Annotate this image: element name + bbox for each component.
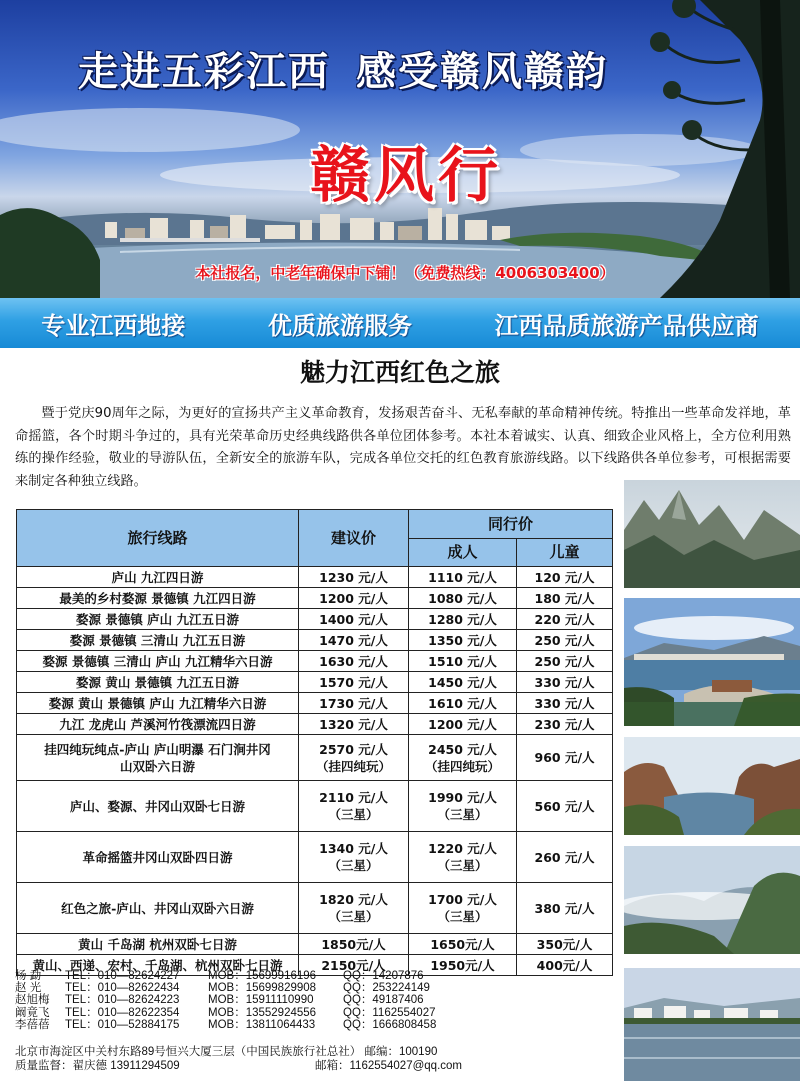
route-cell: 九江 龙虎山 芦溪河竹筏漂流四日游 bbox=[17, 714, 299, 735]
mountain-peaks-photo bbox=[624, 480, 800, 588]
contact-row bbox=[15, 994, 615, 1006]
price-note: （三星） bbox=[328, 858, 379, 873]
price-cell: 1630 元/人 bbox=[299, 651, 409, 672]
adult-cell bbox=[409, 735, 517, 781]
contact-tel: TEL：010—82622354 bbox=[65, 1006, 180, 1019]
contact-tel: TEL：010—82624223 bbox=[65, 994, 180, 1007]
brand-title: 赣风行 bbox=[310, 141, 502, 211]
table-row bbox=[17, 567, 613, 588]
address-line: 北京市海淀区中关村东路89号恒兴大厦三层（中国民族旅行社总社） 邮编：100190 bbox=[15, 1046, 438, 1058]
contact-mob: MOB：15699829908 bbox=[208, 982, 317, 995]
price-cell: 1200 元/人 bbox=[299, 588, 409, 609]
price-cell bbox=[299, 735, 409, 781]
contact-row bbox=[15, 970, 615, 982]
price-cell bbox=[299, 883, 409, 934]
route-cell: 黄山、西递、宏村、千岛湖、杭州双卧七日游 bbox=[17, 955, 299, 976]
route-cell: 黄山 千岛湖 杭州双卧七日游 bbox=[17, 934, 299, 955]
adult-cell: 1200 元/人 bbox=[409, 714, 517, 735]
route-cell: 红色之旅-庐山、井冈山双卧六日游 bbox=[17, 883, 299, 934]
price-value: 1340 元/人 bbox=[319, 841, 388, 856]
price-value: 2110 元/人 bbox=[319, 790, 388, 805]
adult-cell bbox=[409, 781, 517, 832]
river-cliffs-photo bbox=[624, 737, 800, 835]
adult-note: （三星） bbox=[437, 909, 488, 924]
table-row bbox=[17, 630, 613, 651]
table-row bbox=[17, 781, 613, 832]
header-adult: 成人 bbox=[409, 539, 517, 567]
article-title: 魅力江西红色之旅 bbox=[299, 358, 500, 387]
contact-qq: QQ：1162554027 bbox=[343, 1006, 436, 1019]
table-row bbox=[17, 609, 613, 630]
adult-value: 2450 元/人 bbox=[428, 741, 497, 757]
price-cell: 2150元/人 bbox=[299, 955, 409, 976]
service-item-supplier: 江西品质旅游产品供应商 bbox=[494, 310, 759, 340]
price-cell: 1570 元/人 bbox=[299, 672, 409, 693]
contact-mob: MOB：13552924556 bbox=[208, 1006, 317, 1019]
table-row bbox=[17, 714, 613, 735]
child-cell: 380 元/人 bbox=[517, 883, 613, 934]
misty-valley-photo bbox=[624, 846, 800, 954]
adult-cell: 1080 元/人 bbox=[409, 588, 517, 609]
contact-qq: QQ：14207876 bbox=[343, 970, 424, 982]
header-child: 儿童 bbox=[517, 539, 613, 567]
table-row bbox=[17, 693, 613, 714]
contact-mob: MOB：13811064433 bbox=[208, 1018, 316, 1031]
adult-value: 1700 元/人 bbox=[428, 892, 497, 907]
adult-note: （三星） bbox=[437, 858, 488, 873]
price-cell: 1470 元/人 bbox=[299, 630, 409, 651]
child-cell: 120 元/人 bbox=[517, 567, 613, 588]
child-cell: 220 元/人 bbox=[517, 609, 613, 630]
contact-tel: TEL：010—52884175 bbox=[65, 1018, 180, 1031]
table-row bbox=[17, 883, 613, 934]
adult-cell: 1510 元/人 bbox=[409, 651, 517, 672]
route-line-2: 山双卧六日游 bbox=[119, 758, 195, 774]
slogan-right: 感受赣风赣韵 bbox=[356, 48, 608, 95]
adult-cell: 1610 元/人 bbox=[409, 693, 517, 714]
service-bar bbox=[0, 298, 800, 348]
adult-note: （三星） bbox=[437, 807, 488, 822]
table-row bbox=[17, 832, 613, 883]
adult-cell: 1450 元/人 bbox=[409, 672, 517, 693]
child-cell: 560 元/人 bbox=[517, 781, 613, 832]
lake-town-photo bbox=[624, 598, 800, 726]
child-cell: 180 元/人 bbox=[517, 588, 613, 609]
price-cell bbox=[299, 832, 409, 883]
price-value: 2570 元/人 bbox=[319, 741, 388, 757]
contact-row bbox=[15, 1007, 615, 1019]
contact-name: 赵 光 bbox=[15, 982, 42, 995]
price-cell: 1730 元/人 bbox=[299, 693, 409, 714]
price-cell: 1850元/人 bbox=[299, 934, 409, 955]
route-cell: 婺源 景德镇 庐山 九江五日游 bbox=[17, 609, 299, 630]
contact-row bbox=[15, 982, 615, 994]
contact-qq: QQ：1666808458 bbox=[343, 1018, 437, 1031]
route-cell: 婺源 景德镇 三清山 庐山 九江精华六日游 bbox=[17, 651, 299, 672]
contact-mob: MOB：15911110990 bbox=[208, 994, 314, 1007]
price-cell: 1320 元/人 bbox=[299, 714, 409, 735]
header-route: 旅行线路 bbox=[17, 510, 299, 567]
table-row bbox=[17, 934, 613, 955]
route-cell: 庐山、婺源、井冈山双卧七日游 bbox=[17, 781, 299, 832]
adult-cell: 1110 元/人 bbox=[409, 567, 517, 588]
service-item-local: 专业江西地接 bbox=[41, 310, 186, 340]
route-cell: 婺源 黄山 景德镇 庐山 九江精华六日游 bbox=[17, 693, 299, 714]
route-line-1: 挂四纯玩纯点-庐山 庐山明瀑 石门涧井冈 bbox=[44, 741, 271, 757]
child-cell: 250 元/人 bbox=[517, 651, 613, 672]
contact-qq: QQ：253224149 bbox=[343, 982, 430, 995]
table-row bbox=[17, 672, 613, 693]
route-cell: 婺源 景德镇 三清山 九江五日游 bbox=[17, 630, 299, 651]
intro-paragraph: 暨于党庆90周年之际，为更好的宣扬共产主义革命教育，发扬艰苦奋斗、无私奉献的革命精神传统。特推出一些革命发祥地，革命摇篮，各个时期斗争过的，具有光荣革命历史经典线路供各单位团体参考。本社本着诚实、认真、细致企业风格上，全方位利用熟练的操作经验，敬业的导游队伍，全新安全的旅游车队，完成各单位交托的红色教育旅游线路。以下线路供各单位参考，可根据需要来制定各种独立线路。 bbox=[15, 406, 791, 489]
header-group: 同行价 bbox=[409, 510, 613, 539]
hotline-text: 本社报名，中老年确保中下铺！（免费热线：4006303400） bbox=[195, 264, 615, 282]
supervisor-line: 质量监督：翟庆德 13911294509 bbox=[15, 1060, 180, 1072]
contact-name: 李蓓蓓 bbox=[15, 1018, 50, 1031]
adult-cell: 1350 元/人 bbox=[409, 630, 517, 651]
adult-cell bbox=[409, 832, 517, 883]
route-cell: 最美的乡村婺源 景德镇 九江四日游 bbox=[17, 588, 299, 609]
route-cell: 婺源 黄山 景德镇 九江五日游 bbox=[17, 672, 299, 693]
header-price: 建议价 bbox=[299, 510, 409, 567]
table-header-row bbox=[17, 510, 613, 539]
table-row bbox=[17, 651, 613, 672]
header-banner bbox=[0, 0, 800, 298]
price-table bbox=[16, 509, 613, 976]
adult-value: 1220 元/人 bbox=[428, 841, 497, 856]
contact-qq: QQ：49187406 bbox=[343, 994, 424, 1007]
adult-value: 1990 元/人 bbox=[428, 790, 497, 805]
slogan-left: 走进五彩江西 bbox=[78, 48, 330, 95]
adult-cell bbox=[409, 883, 517, 934]
route-cell: 革命摇篮井冈山双卧四日游 bbox=[17, 832, 299, 883]
service-item-quality: 优质旅游服务 bbox=[267, 310, 412, 340]
route-cell bbox=[17, 735, 299, 781]
contact-name: 杨 勐 bbox=[15, 970, 42, 982]
price-cell bbox=[299, 781, 409, 832]
contact-mob: MOB：15699916196 bbox=[208, 970, 317, 982]
table-row bbox=[17, 588, 613, 609]
header-slogan bbox=[78, 40, 718, 97]
price-note: （三星） bbox=[328, 909, 379, 924]
adult-cell: 1650元/人 bbox=[409, 934, 517, 955]
contact-name: 赵旭梅 bbox=[15, 994, 50, 1007]
price-note: （挂四纯玩） bbox=[315, 758, 391, 774]
child-cell: 230 元/人 bbox=[517, 714, 613, 735]
contact-tel: TEL：010—82622434 bbox=[65, 982, 180, 995]
price-cell: 1400 元/人 bbox=[299, 609, 409, 630]
lakeside-village-photo bbox=[624, 968, 800, 1081]
price-cell: 1230 元/人 bbox=[299, 567, 409, 588]
child-cell: 250 元/人 bbox=[517, 630, 613, 651]
child-cell: 350元/人 bbox=[517, 934, 613, 955]
child-cell: 330 元/人 bbox=[517, 672, 613, 693]
route-cell: 庐山 九江四日游 bbox=[17, 567, 299, 588]
adult-cell: 1950元/人 bbox=[409, 955, 517, 976]
table-row bbox=[17, 735, 613, 781]
contact-tel: TEL：010—82624227 bbox=[65, 970, 180, 982]
child-cell: 960 元/人 bbox=[517, 735, 613, 781]
child-cell: 260 元/人 bbox=[517, 832, 613, 883]
child-cell: 330 元/人 bbox=[517, 693, 613, 714]
contact-name: 阚竟飞 bbox=[15, 1006, 50, 1019]
price-value: 1820 元/人 bbox=[319, 892, 388, 907]
adult-note: （挂四纯玩） bbox=[424, 758, 500, 774]
price-note: （三星） bbox=[328, 807, 379, 822]
contact-list bbox=[15, 970, 615, 1031]
email-line: 邮箱：1162554027@qq.com bbox=[315, 1060, 462, 1072]
adult-cell: 1280 元/人 bbox=[409, 609, 517, 630]
contact-row bbox=[15, 1019, 615, 1031]
child-cell: 400元/人 bbox=[517, 955, 613, 976]
